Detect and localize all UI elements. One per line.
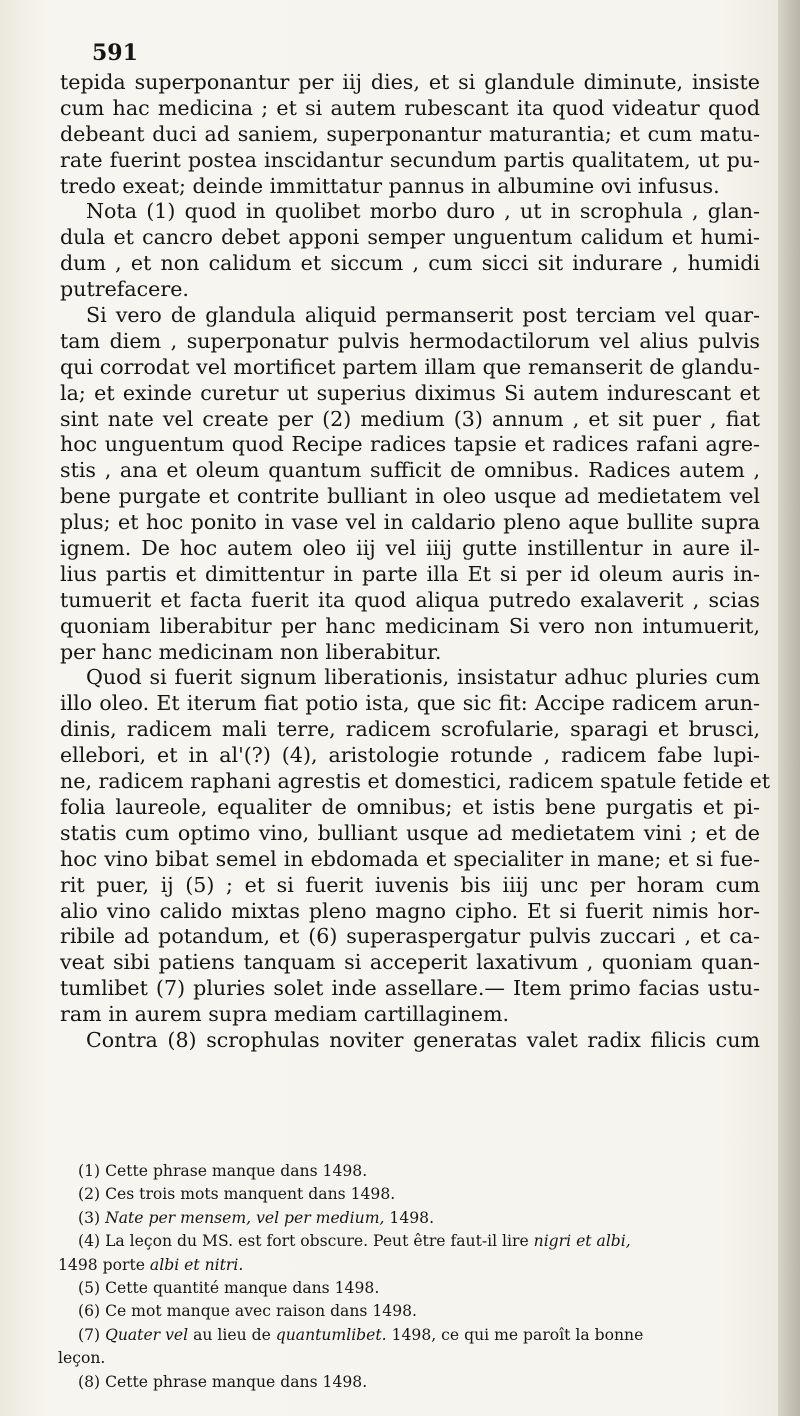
footnote (58, 1347, 768, 1370)
footnote (78, 1371, 768, 1394)
footnote-text: Cette quantité manque dans 1498. (105, 1279, 380, 1298)
footnote-italic-text: albi et nitri. (149, 1255, 244, 1274)
text-line: folia laureole, equaliter de omnibus; et istis bene purgatis et pi- (60, 794, 760, 819)
text-line: statis cum optimo vino, bulliant usque ad medietatem vini ; et de (60, 820, 760, 845)
text-line: dinis, radicem mali terre, radicem scrofularie, sparagi et brusci, (60, 717, 760, 742)
footnote-text: Ce mot manque avec raison dans 1498. (105, 1302, 417, 1321)
footnote (78, 1183, 768, 1206)
text-line: veat sibi patiens tanquam si acceperit laxativum , quoniam quan- (60, 950, 760, 975)
footnote-text: leçon. (58, 1349, 106, 1368)
footnote (58, 1254, 768, 1277)
text-line: dula et cancro debet apponi semper unguentum calidum et humi- (60, 225, 760, 250)
text-line: putrefacere. (60, 277, 189, 302)
footnote-text: Ces trois mots manquent dans 1498. (105, 1185, 396, 1204)
text-line: alio vino calido mixtas pleno magno cipho. Et si fuerit nimis hor- (60, 898, 760, 923)
text-line: debeant duci ad saniem, superponantur maturantia; et cum matu- (60, 121, 760, 146)
text-line: sint nate vel create per (2) medium (3) annum , et sit puer , fiat (60, 406, 760, 431)
text-line: quoniam liberabitur per hanc medicinam Si vero non intumuerit, (60, 613, 760, 638)
text-line: bene purgate et contrite bulliant in oleo usque ad medietatem vel (60, 484, 760, 509)
main-text (60, 70, 771, 1054)
footnote-mark: (1) (78, 1162, 101, 1180)
footnote-text: au lieu de (188, 1325, 276, 1344)
text-line: per hanc medicinam non liberabitur. (60, 639, 442, 664)
footnote-mark: (8) (78, 1372, 101, 1391)
text-line: rit puer, ij (5) ; et si fuerit iuvenis bis iiij unc per horam cum (60, 872, 760, 897)
text-line: lius partis et dimittentur in parte illa Et si per id oleum auris in- (60, 561, 760, 586)
text-line: stis , ana et oleum quantum sufficit de omnibus. Radices autem , (60, 458, 760, 483)
footnote (78, 1207, 768, 1230)
text-line: ellebori, et in al'(?) (4), aristologie rotunde , radicem fabe lupi- (60, 743, 760, 768)
footnote-mark: (5) (78, 1279, 101, 1298)
footnote-text: 1498 porte (58, 1255, 150, 1274)
text-line: ignem. De hoc autem oleo iij vel iiij gutte instillentur in aure il- (60, 536, 760, 561)
text-line: tredo exeat; deinde immittatur pannus in albumine ovi infusus. (60, 173, 720, 198)
text-line: hoc vino bibat semel in ebdomada et specialiter in mane; et si fue- (60, 846, 760, 871)
footnotes (58, 1160, 768, 1394)
text-line: hoc unguentum quod Recipe radices tapsie et radices rafani agre- (60, 432, 760, 457)
footnote-mark: (2) (78, 1185, 101, 1204)
text-line: ne, radicem raphani agrestis et domestici, radicem spatule fetide et (60, 769, 771, 794)
text-line: Nota (1) quod in quolibet morbo duro , ut in scrophula , glan- (86, 199, 760, 224)
text-line: plus; et hoc ponito in vase vel in caldario pleno aque bullite supra (60, 510, 760, 535)
text-line: tumuerit et facta fuerit ita quod aliqua putredo exalaverit , scias (60, 587, 760, 612)
text-line: tepida superponantur per iij dies, et si glandule diminute, insiste (60, 70, 760, 94)
footnote-italic-text: quantumlibet. (275, 1325, 387, 1344)
footnote (78, 1324, 768, 1347)
footnote-italic-text: nigri et albi, (533, 1232, 631, 1251)
page-number: 591 (92, 40, 138, 66)
footnote (78, 1277, 768, 1300)
text-line: tam diem , superponatur pulvis hermodactilorum vel alius pulvis (60, 328, 760, 353)
footnote-text: 1498, ce qui me paroît la bonne (386, 1325, 644, 1344)
text-line: qui corrodat vel mortificet partem illam que remanserit de glandu- (60, 354, 760, 379)
text-line: ram in aurem supra mediam cartillaginem. (60, 1002, 510, 1027)
footnote-mark: (3) (78, 1208, 101, 1227)
footnote-text: Cette phrase manque dans 1498. (105, 1372, 368, 1391)
text-line: ribile ad potandum, et (6) superaspergatur pulvis zuccari , et ca- (60, 924, 760, 949)
text-line: Si vero de glandula aliquid permanserit post terciam vel quar- (86, 303, 760, 328)
footnote-mark: (6) (78, 1302, 101, 1321)
text-line: tumlibet (7) pluries solet inde assellare.— Item primo facias ustu- (60, 976, 760, 1001)
text-line: rate fuerint postea inscidantur secundum partis qualitatem, ut pu- (60, 147, 760, 172)
text-line: Contra (8) scrophulas noviter generatas valet radix filicis cum (86, 1027, 760, 1052)
text-line: la; et exinde curetur ut superius diximus Si autem indurescant et (60, 380, 760, 405)
text-line: dum , et non calidum et siccum , cum sicci sit indurare , humidi (60, 251, 760, 276)
footnote (78, 1230, 768, 1253)
footnote (78, 1160, 768, 1183)
text-line: illo oleo. Et iterum fiat potio ista, que sic fit: Accipe radicem arun- (60, 691, 760, 716)
footnote-italic-text: Nate per mensem, vel per medium, (105, 1208, 385, 1227)
text-line: cum hac medicina ; et si autem rubescant ita quod videatur quod (60, 95, 760, 120)
text-line: Quod si fuerit signum liberationis, insistatur adhuc pluries cum (86, 665, 760, 690)
footnote-text: 1498. (384, 1208, 435, 1227)
footnote-mark: (4) (78, 1232, 101, 1251)
footnote-italic-text: Quater vel (105, 1325, 189, 1344)
footnote-mark: (7) (78, 1325, 101, 1344)
page-edge-shadow (778, 0, 800, 1416)
footnote (78, 1300, 768, 1323)
footnote-text: Cette phrase manque dans 1498. (105, 1162, 368, 1180)
footnote-text: La leçon du MS. est fort obscure. Peut être faut-il lire (105, 1232, 534, 1251)
